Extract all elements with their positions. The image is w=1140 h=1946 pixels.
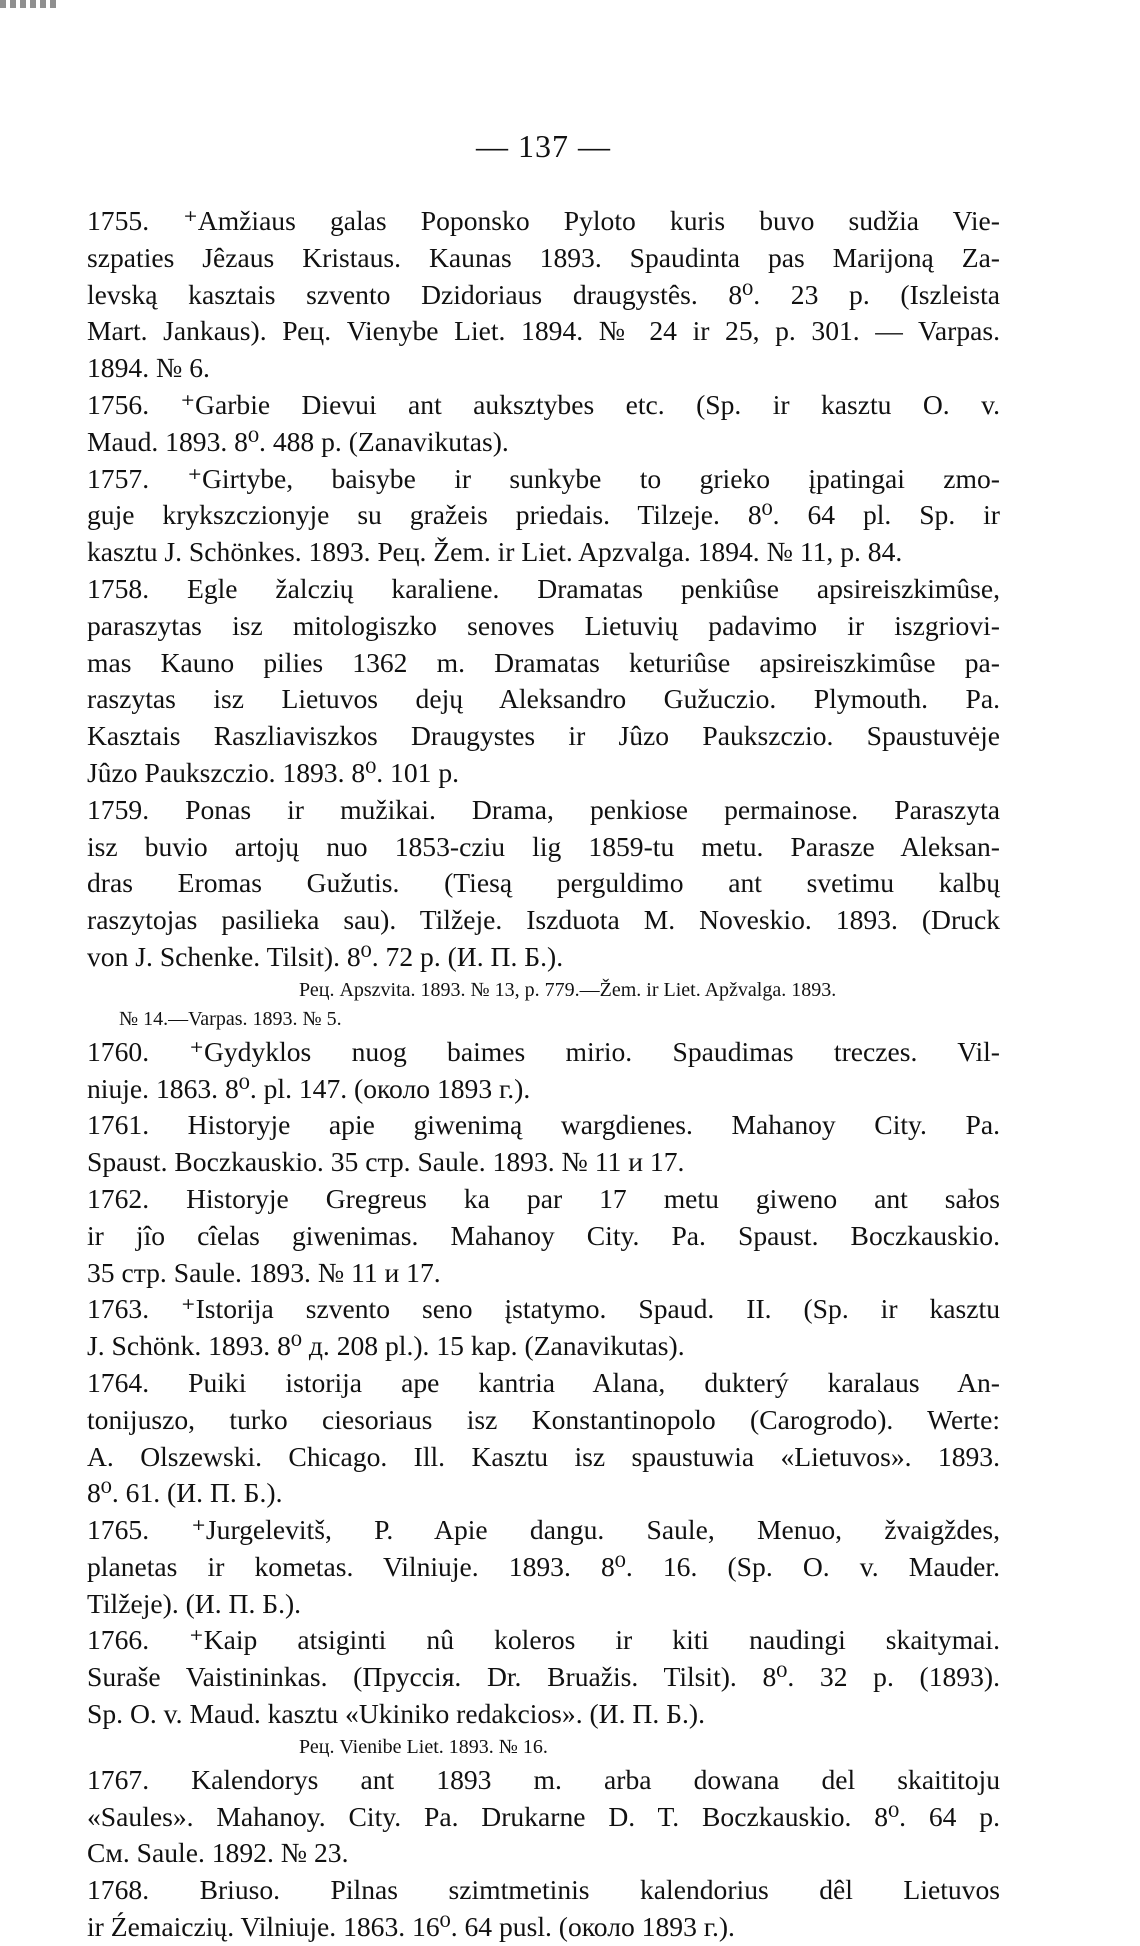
page-number: — 137 — (476, 128, 611, 164)
entry-first-line: 1759. Ponas ir mužikai. Drama, penkiose permainose. Paraszyta (87, 793, 1000, 825)
entry-line: kasztu J. Schönkes. 1893. Рец. Žem. ir Liet. Apzvalga. 1894. № 11, p. 84. (87, 536, 903, 568)
scan-artifact-mark (0, 0, 60, 8)
entry-first-line: 1767. Kalendorys ant 1893 m. arba dowana del skaititoju (87, 1763, 1000, 1795)
bibliography-entry (87, 1622, 1000, 1761)
entry-first-line: 1763. ⁺Istorija szvento seno įstatymo. Spaud. II. (Sp. ir kasztu (87, 1293, 1000, 1325)
entry-line: mas Kauno pilies 1362 m. Dramatas keturiûse apsireiszkimûse pa- (87, 646, 1000, 678)
entry-line: planetas ir kometas. Vilniuje. 1893. 8⁰. 16. (Sp. O. v. Mauder. (87, 1550, 1000, 1582)
book-page (87, 128, 1000, 1946)
review-reference: Рец. Vienibe Liet. 1893. № 16. (299, 1735, 548, 1758)
entry-line: 35 стр. Saule. 1893. № 11 и 17. (87, 1256, 441, 1288)
review-reference: № 14.—Varpas. 1893. № 5. (119, 1007, 342, 1030)
entry-line: dras Eromas Gužutis. (Tiesą perguldimo ant svetimu kalbų (87, 867, 1000, 899)
entry-line: Kasztais Raszliaviszkos Draugystes ir Jûzo Paukszczio. Spaustuvėje (87, 720, 1000, 752)
entry-first-line: 1766. ⁺Kaip atsiginti nû koleros ir kiti naudingi skaitymai. (87, 1624, 1000, 1656)
entry-first-line: 1762. Historyje Gregreus ka par 17 metu giweno ant sałos (87, 1182, 1000, 1214)
entry-first-line: 1757. ⁺Girtybe, baisybe ir sunkybe to grieko įpatingai zmo- (87, 462, 1000, 494)
entry-line: niuje. 1863. 8⁰. pl. 147. (около 1893 г.). (87, 1072, 531, 1104)
bibliography-entry (87, 792, 1000, 1034)
entry-line: tonijuszo, turko ciesoriaus isz Konstantinopolo (Carogrodo). Werte: (87, 1403, 1000, 1435)
entry-first-line: 1764. Puiki istorija ape kantria Alana, dukterý karalaus An- (87, 1366, 1000, 1398)
bibliography-entry (87, 461, 1000, 571)
entry-first-line: 1758. Egle žalczių karaliene. Dramatas penkiûse apsireiszkimûse, (87, 572, 1000, 604)
bibliography-entry (87, 203, 1000, 387)
entry-line: См. Saule. 1892. № 23. (87, 1837, 349, 1869)
bibliography-entry (87, 1181, 1000, 1291)
entry-line: Tilžeje). (И. П. Б.). (87, 1587, 302, 1619)
entry-line: A. Olszewski. Chicago. Ill. Kasztu isz spaustuwia «Lietuvos». 1893. (87, 1440, 1000, 1472)
entry-line: von J. Schenke. Tilsit). 8⁰. 72 p. (И. П. Б.). (87, 940, 564, 972)
entry-line: raszytojas pasilieka sau). Tilžeje. Iszduota M. Noveskio. 1893. (Druck (87, 904, 1000, 936)
entry-line: 8⁰. 61. (И. П. Б.). (87, 1477, 283, 1509)
bibliography-entry (87, 571, 1000, 792)
entry-line: Mart. Jankaus). Рец. Vienybe Liet. 1894. № 24 ir 25, p. 301. — Varpas. (87, 315, 1000, 347)
entry-first-line: 1765. ⁺Jurgelevitš, P. Apie dangu. Saule, Menuo, žvaigždes, (87, 1514, 1000, 1546)
entry-first-line: 1756. ⁺Garbie Dievui ant auksztybes etc. (Sp. ir kasztu O. v. (87, 388, 1000, 420)
entry-line: raszytas isz Lietuvos dejų Aleksandro Gužuczio. Plymouth. Pa. (87, 683, 1000, 715)
entry-line: Spaust. Boczkauskio. 35 стр. Saule. 1893. № 11 и 17. (87, 1146, 685, 1178)
entry-first-line: 1768. Briuso. Pilnas szimtmetinis kalendorius dêl Lietuvos (87, 1874, 1000, 1906)
entry-line: J. Schönk. 1893. 8⁰ д. 208 pl.). 15 kap. (Zanavikutas). (87, 1330, 685, 1362)
entry-first-line: 1755. ⁺Amžiaus galas Poponsko Pyloto kuris buvo sudžia Vie- (87, 205, 1000, 236)
entry-first-line: 1760. ⁺Gydyklos nuog baimes mirio. Spaudimas treczes. Vil- (87, 1035, 1000, 1067)
entry-line: Jûzo Paukszczio. 1893. 8⁰. 101 p. (87, 756, 460, 788)
entry-first-line: 1761. Historyje apie giwenimą wargdienes. Mahanoy City. Pa. (87, 1109, 1000, 1141)
entry-line: Maud. 1893. 8⁰. 488 p. (Zanavikutas). (87, 425, 509, 457)
bibliography-entry (87, 1107, 1000, 1181)
review-reference: Рец. Apszvita. 1893. № 13, p. 779.—Žem. ir Liet. Apžvalga. 1893. (299, 978, 837, 1001)
bibliography-entry (87, 1512, 1000, 1622)
entry-line: ir Źemaiczių. Vilniuje. 1863. 16⁰. 64 pusl. (около 1893 г.). (87, 1911, 735, 1943)
entry-line: isz buvio artojų nuo 1853-cziu lig 1859-tu metu. Parasze Aleksan- (87, 830, 1000, 862)
bibliography-entries (87, 203, 1000, 1946)
entry-line: 1894. № 6. (87, 352, 210, 384)
bibliography-entry (87, 1762, 1000, 1872)
entry-line: guje krykszczionyje su gražeis priedais. Tilzeje. 8⁰. 64 pl. Sp. ir (87, 499, 1000, 531)
bibliography-entry (87, 1034, 1000, 1108)
entry-line: Sp. O. v. Maud. kasztu «Ukiniko redakcios». (И. П. Б.). (87, 1698, 705, 1730)
entry-line: szpaties Jêzaus Kristaus. Kaunas 1893. Spaudinta pas Marijoną Za- (87, 241, 1000, 273)
entry-line: levską kasztais szvento Dzidoriaus draugystês. 8⁰. 23 p. (Iszleista (87, 278, 1000, 310)
bibliography-entry (87, 1872, 1000, 1946)
entry-line: Suraše Vaistininkas. (Пруссія. Dr. Bruažis. Tilsit). 8⁰. 32 p. (1893). (87, 1661, 1000, 1693)
entry-line: ir jîo cîelas giwenimas. Mahanoy City. Pa. Spaust. Boczkauskio. (87, 1219, 1000, 1251)
entry-line: «Saules». Mahanoy. City. Pa. Drukarne D. T. Boczkauskio. 8⁰. 64 p. (87, 1800, 1000, 1832)
bibliography-entry (87, 387, 1000, 461)
bibliography-entry (87, 1365, 1000, 1512)
entry-line: paraszytas isz mitologiszko senoves Lietuvių padavimo ir iszgriovi- (87, 609, 1000, 641)
bibliography-entry (87, 1291, 1000, 1365)
